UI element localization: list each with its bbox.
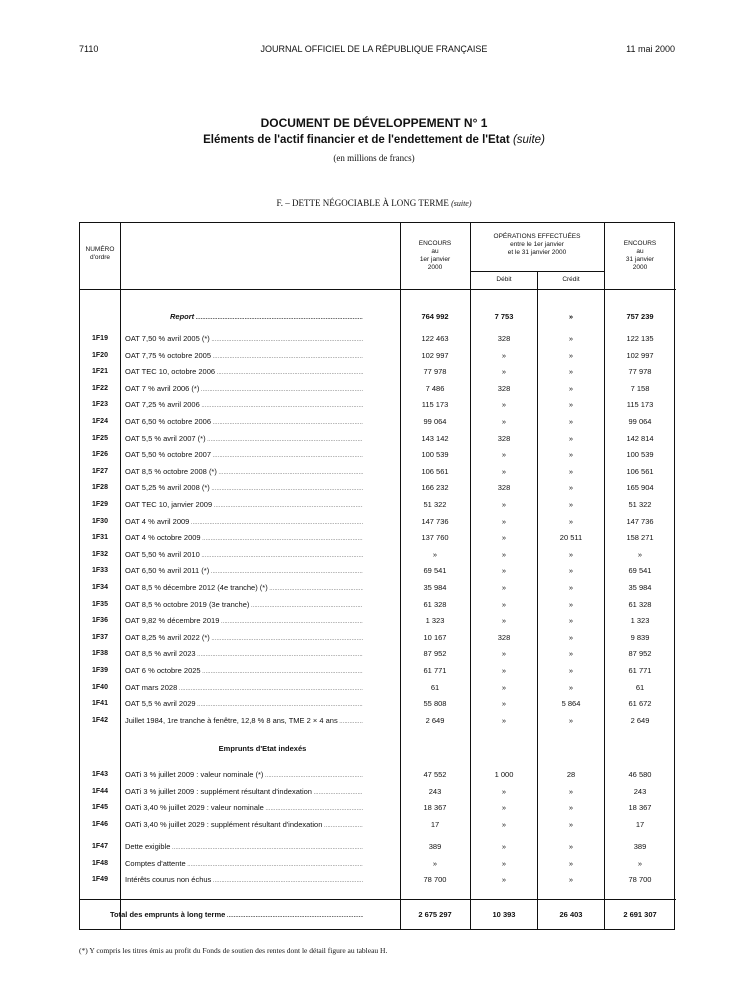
row-code: 1F44	[92, 787, 108, 795]
row-code: 1F37	[92, 633, 108, 641]
row-encours-start: 17	[430, 819, 440, 829]
row-code: 1F38	[92, 650, 108, 658]
row-debit: »	[501, 566, 507, 576]
row-label: OAT TEC 10, janvier 2009 .....	[125, 498, 363, 513]
encours-start-l3: 1er janvier	[419, 256, 451, 263]
row-encours-start: »	[432, 549, 438, 559]
row-code: 1F34	[92, 584, 108, 591]
row-code: 1F47	[92, 843, 108, 850]
row-encours-end: 46 580	[628, 770, 652, 779]
row-label: OAT TEC 10, octobre 2006 .....	[125, 365, 363, 380]
row-encours-start: 1 323	[425, 616, 445, 626]
row-label: OATi 3,40 % juillet 2029 : supplément résultant d'indexation .....	[125, 818, 363, 833]
page-number: 7110	[79, 44, 99, 54]
table-row	[80, 564, 676, 578]
row-label: OATi 3,40 % juillet 2029 : valeur nominale .....	[125, 801, 363, 816]
row-debit: 328	[497, 483, 511, 493]
row-encours-end: 61 328	[628, 599, 652, 609]
table-row	[80, 768, 676, 782]
row-debit: »	[501, 699, 507, 709]
row-code: 1F29	[92, 501, 108, 508]
table-row	[80, 349, 676, 363]
table-row	[80, 432, 676, 446]
row-label: OATi 3 % juillet 2009 : supplément résultant d'indexation .....	[125, 785, 363, 800]
row-code: 1F49	[92, 876, 108, 884]
row-encours-start: 61 771	[423, 666, 447, 675]
row-label: OAT 6,50 % octobre 2006 .....	[125, 415, 363, 430]
numero-header-l1: NUMÉRO	[85, 246, 115, 253]
row-credit: »	[568, 334, 574, 343]
row-debit: »	[501, 715, 507, 725]
row-encours-end: 51 322	[628, 500, 652, 509]
row-code: 1F48	[92, 859, 108, 867]
row-debit: 328	[497, 433, 511, 443]
ops-l3: et le 31 janvier 2000	[507, 249, 567, 256]
row-credit: »	[568, 632, 574, 642]
row-encours-start: 166 232	[421, 483, 449, 493]
total-label: Total des emprunts à long terme .....	[110, 908, 363, 923]
table-row	[80, 664, 676, 678]
ops-l1: OPÉRATIONS EFFECTUÉES	[493, 233, 581, 240]
row-debit: »	[501, 466, 507, 476]
row-label: OAT 6,50 % avril 2011 (*) .....	[125, 564, 363, 579]
row-debit: »	[501, 682, 507, 692]
ops-divider	[470, 271, 604, 272]
row-label: OAT 9,82 % décembre 2019 .....	[125, 614, 363, 629]
row-encours-end: 35 984	[628, 583, 652, 592]
row-code: 1F19	[92, 335, 108, 342]
row-debit: »	[501, 549, 507, 559]
row-code: 1F36	[92, 617, 108, 625]
table-row	[80, 382, 676, 396]
row-label: Intérêts courus non échus .....	[125, 873, 363, 888]
encours-end-l4: 2000	[632, 264, 648, 271]
row-code: 1F42	[92, 716, 108, 724]
row-code: 1F32	[92, 550, 108, 558]
row-encours-start: 389	[428, 842, 442, 851]
row-code: 1F20	[92, 351, 108, 359]
row-credit: »	[568, 466, 574, 476]
row-encours-start: 61 328	[423, 599, 447, 609]
row-debit: »	[501, 533, 507, 543]
table-row	[80, 818, 676, 832]
row-credit: 20 511	[559, 533, 583, 543]
row-label: OAT 5,25 % avril 2008 (*) .....	[125, 481, 363, 496]
row-label: Dette exigible .....	[125, 840, 363, 855]
encours-start-l4: 2000	[427, 264, 443, 271]
row-label: OAT 5,50 % avril 2010 .....	[125, 548, 363, 563]
row-credit: »	[568, 583, 574, 592]
row-encours-end: 115 173	[626, 400, 654, 410]
row-encours-start: 51 322	[423, 500, 447, 509]
row-credit: »	[568, 367, 574, 377]
row-debit: »	[501, 875, 507, 885]
encours-end-l1: ENCOURS	[623, 240, 657, 247]
row-debit: 328	[497, 383, 511, 393]
row-debit: »	[501, 858, 507, 868]
row-label: OAT 5,5 % avril 2007 (*) .....	[125, 432, 363, 447]
numero-header-l2: d'ordre	[89, 254, 111, 261]
row-debit: »	[501, 803, 507, 813]
issue-date: 11 mai 2000	[626, 44, 675, 54]
row-debit: 1 000	[494, 770, 514, 779]
row-label: OAT 4 % avril 2009 .....	[125, 515, 363, 530]
row-encours-end: 17	[635, 819, 645, 829]
row-encours-start: 69 541	[423, 566, 447, 576]
section-title-text: F. – DETTE NÉGOCIABLE À LONG TERME	[276, 198, 449, 208]
row-code: 1F40	[92, 683, 108, 691]
row-encours-end: 100 539	[626, 450, 654, 460]
numero-header	[80, 246, 120, 262]
table-row	[80, 873, 676, 887]
row-encours-start: 35 984	[423, 583, 447, 592]
row-credit: 5 864	[561, 699, 581, 709]
row-debit: »	[501, 516, 507, 526]
table-row	[80, 581, 676, 595]
row-encours-start: 137 760	[421, 533, 449, 543]
row-encours-start: 102 997	[421, 350, 449, 360]
row-credit: »	[568, 400, 574, 410]
row-encours-end: 61 672	[628, 699, 652, 709]
row-credit: »	[568, 858, 574, 868]
row-encours-end: »	[637, 549, 643, 559]
table-row	[80, 857, 676, 871]
row-code: 1F25	[92, 434, 108, 442]
row-code: 1F30	[92, 517, 108, 525]
row-credit: »	[568, 875, 574, 885]
total-debit: 10 393	[492, 910, 516, 919]
table-row	[80, 714, 676, 728]
report-encours-end: 757 239	[626, 312, 654, 321]
report-debit: 7 753	[494, 312, 514, 321]
table-row	[80, 681, 676, 695]
row-label: OAT 8,5 % décembre 2012 (4e tranche) (*) .....	[125, 581, 363, 596]
row-code: 1F33	[92, 567, 108, 575]
row-debit: »	[501, 450, 507, 460]
table-row	[80, 398, 676, 412]
subtitle-text: Eléments de l'actif financier et de l'endettement de l'Etat	[203, 134, 510, 146]
section-indexed-label: Emprunts d'Etat indexés	[218, 744, 307, 753]
row-encours-end: 389	[633, 842, 647, 851]
row-label: OATi 3 % juillet 2009 : valeur nominale (*) .....	[125, 768, 363, 783]
table-row	[80, 548, 676, 562]
total-encours-end: 2 691 307	[623, 910, 657, 919]
row-encours-end: 158 271	[626, 533, 654, 543]
row-label: OAT 7,75 % octobre 2005 .....	[125, 349, 363, 364]
row-debit: 328	[497, 334, 511, 343]
row-encours-start: 122 463	[421, 334, 449, 343]
row-label: OAT 8,5 % octobre 2019 (3e tranche) .....	[125, 598, 363, 613]
row-encours-end: 106 561	[626, 466, 654, 476]
total-divider	[80, 899, 676, 900]
table-row	[80, 785, 676, 799]
row-credit: 28	[566, 770, 576, 779]
row-encours-start: 61	[430, 682, 440, 692]
row-debit: »	[501, 350, 507, 360]
encours-end-l2: au	[636, 248, 644, 255]
section-suite: (suite)	[451, 199, 472, 208]
row-credit: »	[568, 842, 574, 851]
row-encours-start: 10 167	[423, 632, 447, 642]
row-code: 1F26	[92, 451, 108, 459]
row-credit: »	[568, 500, 574, 509]
table-row	[80, 531, 676, 545]
ops-l2: entre le 1er janvier	[510, 241, 564, 248]
row-credit: »	[568, 616, 574, 626]
row-debit: 328	[497, 632, 511, 642]
row-credit: »	[568, 666, 574, 675]
total-credit: 26 403	[559, 910, 583, 919]
row-encours-start: 99 064	[423, 417, 447, 426]
row-credit: »	[568, 450, 574, 460]
table-row	[80, 448, 676, 462]
row-code: 1F23	[92, 401, 108, 409]
table-row	[80, 697, 676, 711]
row-debit: »	[501, 417, 507, 426]
row-debit: »	[501, 842, 507, 851]
row-code: 1F21	[92, 368, 108, 376]
row-debit: »	[501, 786, 507, 796]
row-code: 1F22	[92, 384, 108, 392]
row-label: OAT 7,25 % avril 2006 .....	[125, 398, 363, 413]
table-row	[80, 840, 676, 854]
debt-table	[79, 222, 675, 930]
row-label: OAT 5,5 % avril 2029 .....	[125, 697, 363, 712]
row-credit: »	[568, 549, 574, 559]
row-encours-end: 102 997	[626, 350, 654, 360]
row-encours-end: 18 367	[628, 803, 652, 813]
footnote: (*) Y compris les titres émis au profit du Fonds de soutien des rentes dont le détail figure au tableau H.	[79, 946, 388, 955]
row-credit: »	[568, 516, 574, 526]
debit-header: Débit	[496, 276, 512, 283]
table-row	[80, 647, 676, 661]
report-credit: »	[568, 312, 574, 321]
credit-header: Crédit	[562, 276, 580, 283]
encours-end-l3: 31 janvier	[625, 256, 655, 263]
row-encours-end: 243	[633, 786, 647, 796]
table-row	[80, 465, 676, 479]
row-encours-end: 69 541	[628, 566, 652, 576]
table-row	[80, 598, 676, 612]
row-label: OAT 6 % octobre 2025 .....	[125, 664, 363, 679]
row-encours-start: 7 486	[425, 383, 445, 393]
row-label: OAT 7 % avril 2006 (*) .....	[125, 382, 363, 397]
row-code: 1F27	[92, 467, 108, 475]
row-label: OAT 8,25 % avril 2022 (*) .....	[125, 631, 363, 646]
row-encours-end: 7 158	[630, 383, 650, 393]
row-code: 1F46	[92, 820, 108, 828]
table-row	[80, 614, 676, 628]
row-encours-start: »	[432, 858, 438, 868]
row-encours-end: 142 814	[626, 433, 654, 443]
row-credit: »	[568, 417, 574, 426]
row-code: 1F41	[92, 700, 108, 708]
row-debit: »	[501, 616, 507, 626]
row-encours-end: 61	[635, 682, 645, 692]
row-encours-end: 2 649	[630, 715, 650, 725]
row-encours-start: 143 142	[421, 433, 449, 443]
row-label: OAT 7,50 % avril 2005 (*) .....	[125, 332, 363, 347]
header-divider	[80, 289, 676, 290]
row-credit: »	[568, 483, 574, 493]
row-credit: »	[568, 649, 574, 659]
table-row	[80, 498, 676, 512]
row-credit: »	[568, 682, 574, 692]
table-row	[80, 365, 676, 379]
row-debit: »	[501, 583, 507, 592]
document-title: DOCUMENT DE DÉVELOPPEMENT N° 1	[260, 116, 488, 130]
row-credit: »	[568, 433, 574, 443]
row-encours-end: »	[637, 858, 643, 868]
row-credit: »	[568, 819, 574, 829]
row-encours-start: 100 539	[421, 450, 449, 460]
operations-header	[470, 233, 604, 257]
table-row	[80, 332, 676, 346]
row-label: Juillet 1984, 1re tranche à fenêtre, 12,8 % 8 ans, TME 2 × 4 ans .....	[125, 714, 363, 729]
row-debit: »	[501, 367, 507, 377]
section-indexed-row	[80, 742, 676, 756]
row-code: 1F28	[92, 484, 108, 492]
row-debit: »	[501, 500, 507, 509]
row-code: 1F43	[92, 771, 108, 778]
encours-end-header	[604, 240, 676, 272]
row-debit: »	[501, 819, 507, 829]
row-label: OAT 5,50 % octobre 2007 .....	[125, 448, 363, 463]
table-row	[80, 801, 676, 815]
encours-start-header	[400, 240, 470, 272]
table-row	[80, 415, 676, 429]
row-encours-start: 77 978	[423, 367, 447, 377]
row-encours-end: 1 323	[630, 616, 650, 626]
row-credit: »	[568, 599, 574, 609]
report-label: Report .....	[170, 310, 363, 325]
row-label: OAT 8,5 % octobre 2008 (*) .....	[125, 465, 363, 480]
document-unit: (en millions de francs)	[333, 153, 415, 163]
row-credit: »	[568, 566, 574, 576]
row-label: OAT 4 % octobre 2009 .....	[125, 531, 363, 546]
table-row	[80, 481, 676, 495]
row-encours-end: 99 064	[628, 417, 652, 426]
row-encours-start: 87 952	[423, 649, 447, 659]
row-label: Comptes d'attente .....	[125, 857, 363, 872]
row-credit: »	[568, 786, 574, 796]
row-credit: »	[568, 350, 574, 360]
document-subtitle	[0, 134, 748, 146]
row-encours-start: 78 700	[423, 875, 447, 885]
table-row	[80, 631, 676, 645]
row-credit: »	[568, 715, 574, 725]
row-encours-end: 9 839	[630, 632, 650, 642]
row-encours-start: 2 649	[425, 715, 445, 725]
row-encours-start: 243	[428, 786, 442, 796]
subtitle-suite: (suite)	[512, 134, 545, 146]
encours-start-l2: au	[431, 248, 439, 255]
row-debit: »	[501, 649, 507, 659]
row-encours-start: 18 367	[423, 803, 447, 813]
row-encours-start: 147 736	[421, 516, 449, 526]
row-code: 1F35	[92, 600, 108, 608]
row-code: 1F45	[92, 804, 108, 812]
encours-start-l1: ENCOURS	[418, 240, 452, 247]
row-code: 1F31	[92, 534, 108, 542]
total-row	[80, 908, 676, 922]
section-title	[0, 198, 748, 208]
row-encours-start: 115 173	[421, 400, 449, 410]
row-encours-start: 47 552	[423, 770, 447, 779]
report-encours-start: 764 992	[421, 312, 449, 321]
row-encours-start: 55 808	[423, 699, 447, 709]
row-encours-end: 61 771	[628, 666, 652, 675]
row-debit: »	[501, 666, 507, 675]
row-label: OAT 8,5 % avril 2023 .....	[125, 647, 363, 662]
row-debit: »	[501, 400, 507, 410]
row-encours-end: 122 135	[626, 334, 654, 343]
row-credit: »	[568, 803, 574, 813]
table-row	[80, 515, 676, 529]
row-encours-end: 87 952	[628, 649, 652, 659]
row-code: 1F39	[92, 667, 108, 674]
row-encours-end: 165 904	[626, 483, 654, 493]
total-encours-start: 2 675 297	[418, 910, 452, 919]
report-row	[80, 310, 676, 324]
journal-title: JOURNAL OFFICIEL DE LA RÉPUBLIQUE FRANÇAISE	[260, 44, 488, 54]
row-encours-end: 78 700	[628, 875, 652, 885]
row-encours-start: 106 561	[421, 466, 449, 476]
row-credit: »	[568, 383, 574, 393]
row-encours-end: 77 978	[628, 367, 652, 377]
row-code: 1F24	[92, 418, 108, 425]
row-debit: »	[501, 599, 507, 609]
row-encours-end: 147 736	[626, 516, 654, 526]
row-label: OAT mars 2028 .....	[125, 681, 363, 696]
